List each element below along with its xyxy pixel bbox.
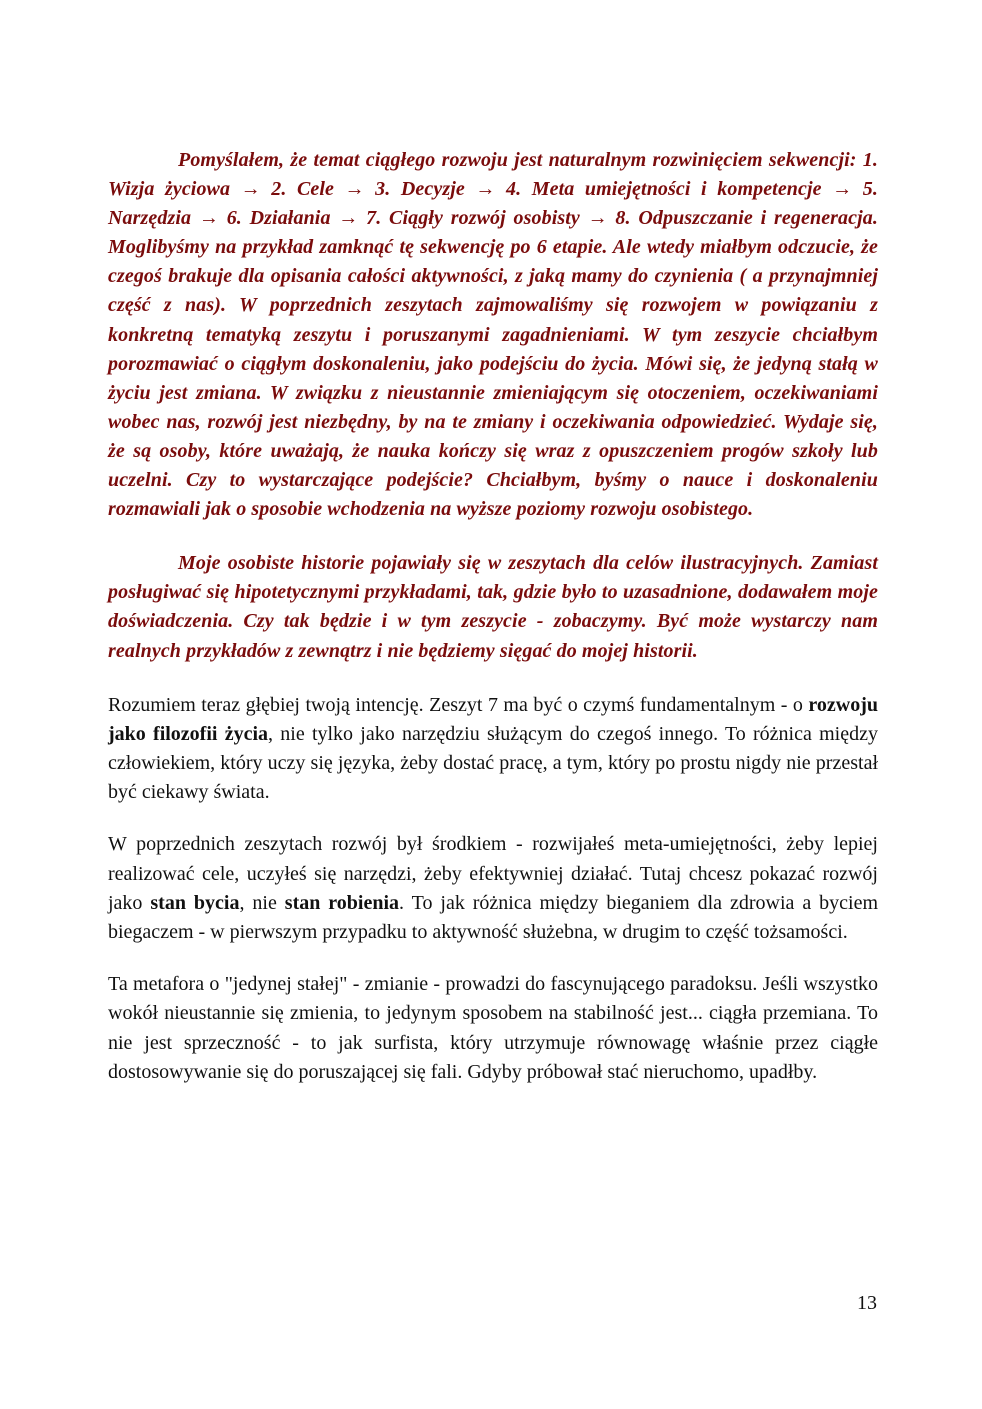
page-number: 13 xyxy=(857,1292,877,1314)
response-paragraph xyxy=(108,691,878,808)
text-run: . To jak różnica między bieganiem dla zdrowia a byciem biegaczem - w pierwszym przypadku to aktywność służebna, w drugim to część tożsamości. xyxy=(108,891,879,944)
quote-paragraph-text: Pomyślałem, że temat ciągłego rozwoju jest naturalnym rozwinięciem sekwencji: 1. Wizja życiowa → 2. Cele → 3. Decyzje → 4. Meta umiejętności i kompetencje → 5. Narzędzia → 6. Działania → 7. Ciągły rozwój osobisty → 8. Odpuszczanie i regeneracja. Moglibyśmy na przykład zamknąć tę sekwencję po 6 etapie. Ale wtedy miałbym odczucie, że czegoś brakuje dla opisania całości aktywności, z jaką mamy do czynienia ( a przynajmniej część z nas). W poprzednich zeszytach zajmowaliśmy się rozwojem w powiązaniu z konkretną tematyką zeszytu i poruszanymi zagadnieniami. W tym zeszycie chciałbym porozmawiać o ciągłym doskonaleniu, jako podejściu do życia. Mówi się, że jedyną stałą w życiu jest zmiana. W związku z nieustannie zmieniającym się otoczeniem, oczekiwaniami wobec nas, rozwój jest niezbędny, by na te zmiany i oczekiwania odpowiedzieć. Wydaje się, że są osoby, które uważają, że nauka kończy się wraz z opuszczeniem progów szkoły lub uczelni. Czy to wystarczające podejście? Chciałbym, byśmy o nauce i doskonaleniu rozmawiali jak o sposobie wchodzenia na wyższe poziomy rozwoju osobistego. xyxy=(108,149,878,521)
text-run: , nie xyxy=(239,891,285,914)
quote-paragraph xyxy=(108,549,878,665)
bold-text-run: stan robienia xyxy=(284,891,400,914)
text-run: Ta metafora o "jedynej stałej" - zmianie - prowadzi do fascynującego paradoksu. Jeśli wszystko wokół nieustannie się zmienia, to jedynym sposobem na stabilność jest... ciągła przemiana. To nie jest sprzeczność - to jak surfista, który utrzymuje równowagę właśnie przez ciągłe dostosowywanie się do poruszającej się fali. Gdyby próbował stać nieruchomo, upadłby. xyxy=(108,973,878,1083)
bold-text-run: stan bycia xyxy=(150,891,240,914)
bold-text-run: rozwoju jako filozofii życia xyxy=(108,693,878,745)
text-run: Rozumiem teraz głębiej twoją intencję. Zeszyt 7 ma być o czymś fundamentalnym - o xyxy=(108,693,809,716)
response-paragraph xyxy=(108,830,878,947)
quote-paragraph xyxy=(108,146,878,524)
document-page xyxy=(108,146,878,1110)
response-paragraph xyxy=(108,970,878,1087)
text-run: W poprzednich zeszytach rozwój był środkiem - rozwijałeś meta-umiejętności, żeby lepiej realizować cele, uczyłeś się narzędzi, żeby efektywniej działać. Tutaj chcesz pokazać rozwój jako xyxy=(108,833,878,914)
quote-paragraph-text: Moje osobiste historie pojawiały się w zeszytach dla celów ilustracyjnych. Zamiast posługiwać się hipotetycznymi przykładami, tak, gdzie było to uzasadnione, dodawałem moje doświadczenia. Czy tak będzie i w tym zeszycie - zobaczymy. Być może wystarczy nam realnych przykładów z zewnątrz i nie będziemy sięgać do mojej historii. xyxy=(108,552,878,662)
text-run: , nie tylko jako narzędziu służącym do czegoś innego. To różnica między człowiekiem, który uczy się języka, żeby dostać pracę, a tym, który po prostu nigdy nie przestał być ciekawy świata. xyxy=(108,722,878,804)
